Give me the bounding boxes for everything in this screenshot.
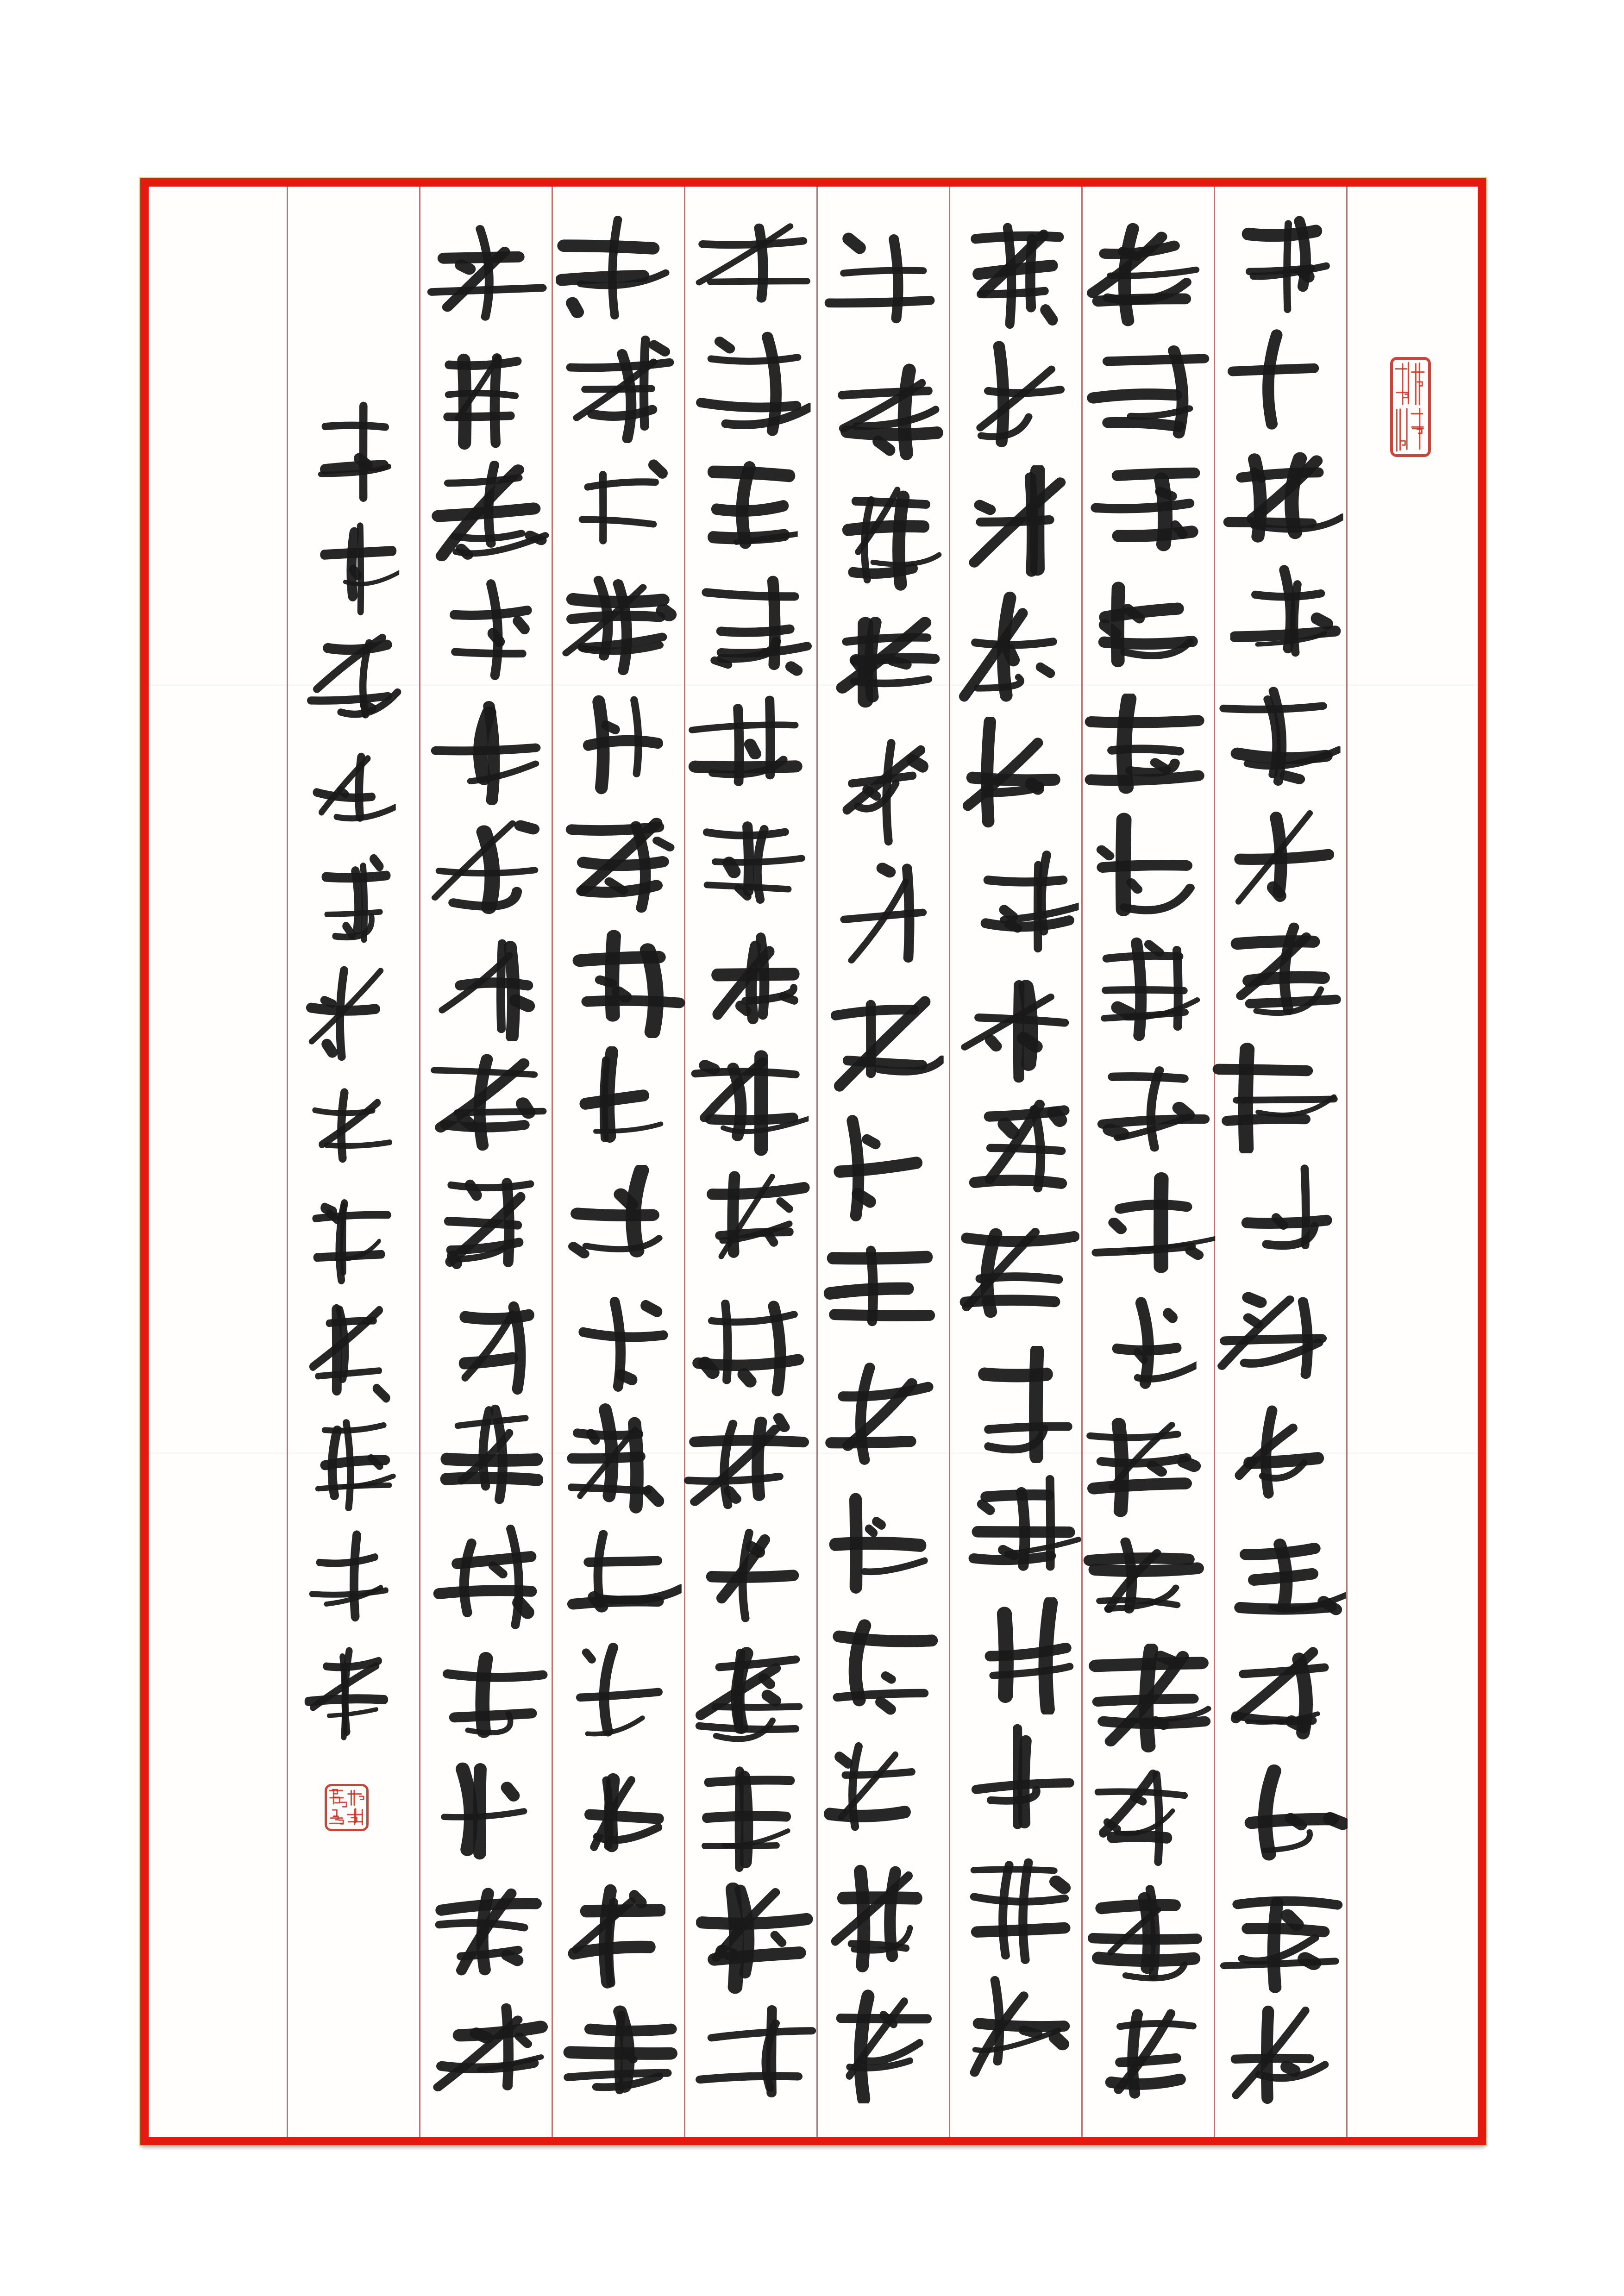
calligraphy-character	[684, 447, 817, 567]
poem-column-3	[949, 211, 1082, 2097]
calligraphy-character	[817, 601, 949, 727]
calligraphy-character	[287, 396, 420, 508]
calligraphy-character	[1082, 1047, 1214, 1166]
poem-column-2	[1082, 215, 1214, 2116]
calligraphy-character	[817, 727, 949, 852]
calligraphy-character	[684, 1999, 817, 2118]
calligraphy-character	[817, 1732, 949, 1858]
calligraphy-character	[949, 1217, 1082, 1343]
calligraphy-character	[1082, 690, 1214, 809]
calligraphy-character	[1214, 1878, 1347, 1998]
poem-column-4	[817, 225, 949, 2109]
calligraphy-character	[552, 330, 684, 449]
calligraphy-character	[684, 566, 817, 686]
calligraphy-character	[552, 1995, 684, 2114]
calligraphy-character	[287, 1522, 420, 1635]
calligraphy-character	[1082, 1641, 1214, 1760]
calligraphy-character	[1082, 1522, 1214, 1641]
calligraphy-character	[817, 1355, 949, 1481]
calligraphy-character	[1082, 809, 1214, 928]
calligraphy-character	[420, 1873, 552, 1991]
calligraphy-character	[420, 456, 552, 574]
calligraphy-character	[552, 687, 684, 806]
calligraphy-character	[1082, 928, 1214, 1047]
calligraphy-character	[817, 476, 949, 601]
calligraphy-character	[949, 337, 1082, 463]
calligraphy-character	[287, 1072, 420, 1184]
calligraphy-character	[552, 1400, 684, 1519]
calligraphy-character	[552, 1281, 684, 1400]
calligraphy-character	[1082, 215, 1214, 334]
calligraphy-character	[287, 1184, 420, 1297]
calligraphy-character	[817, 1104, 949, 1229]
poem-column-5	[684, 208, 817, 2118]
calligraphy-character	[684, 1641, 817, 1760]
calligraphy-character	[420, 1991, 552, 2109]
calligraphy-character	[1214, 1279, 1347, 1399]
calligraphy-character	[684, 1521, 817, 1641]
calligraphy-character	[817, 1983, 949, 2109]
calligraphy-character	[287, 621, 420, 734]
calligraphy-character	[817, 1481, 949, 1606]
calligraphy-character	[552, 805, 684, 924]
calligraphy-character	[817, 225, 949, 350]
calligraphy-character	[1214, 1399, 1347, 1519]
calligraphy-character	[287, 1410, 420, 1522]
calligraphy-character	[287, 508, 420, 621]
calligraphy-character	[420, 1046, 552, 1164]
calligraphy-character	[684, 1879, 817, 1999]
calligraphy-character	[552, 1638, 684, 1757]
calligraphy-character	[552, 1043, 684, 1162]
calligraphy-character	[817, 350, 949, 475]
calligraphy-character	[684, 1283, 817, 1402]
calligraphy-character	[817, 1858, 949, 1983]
calligraphy-character	[420, 1164, 552, 1283]
calligraphy-character	[1082, 453, 1214, 572]
calligraphy-character	[1214, 1039, 1347, 1158]
calligraphy-character	[949, 211, 1082, 337]
calligraphy-character	[684, 805, 817, 925]
calligraphy-character	[552, 211, 684, 330]
calligraphy-character	[287, 1635, 420, 1748]
calligraphy-character	[684, 1760, 817, 1880]
calligraphy-character	[949, 839, 1082, 965]
calligraphy-character	[1082, 1284, 1214, 1403]
calligraphy-character	[684, 328, 817, 447]
calligraphy-character	[1214, 799, 1347, 919]
leisure-seal-stamp	[1390, 357, 1431, 460]
calligraphy-character	[420, 1401, 552, 1519]
calligraphy-character	[420, 928, 552, 1046]
artist-seal-stamp	[324, 1783, 369, 1834]
calligraphy-character	[684, 1044, 817, 1164]
poem-column-7	[420, 220, 552, 2109]
calligraphy-character	[552, 1519, 684, 1638]
calligraphy-character	[420, 692, 552, 810]
calligraphy-character	[817, 1607, 949, 1732]
calligraphy-character	[1214, 319, 1347, 439]
calligraphy-character	[817, 1230, 949, 1355]
calligraphy-character	[420, 1519, 552, 1637]
calligraphy-character	[1214, 1758, 1347, 1878]
calligraphy-character	[949, 1720, 1082, 1846]
calligraphy-character	[949, 1343, 1082, 1469]
poem-column-1	[1214, 199, 1347, 2118]
calligraphy-character	[1082, 1403, 1214, 1522]
calligraphy-character	[420, 220, 552, 338]
calligraphy-character	[420, 810, 552, 928]
calligraphy-character	[1214, 1639, 1347, 1758]
calligraphy-character	[1082, 1997, 1214, 2116]
colophon-column	[287, 396, 420, 1748]
calligraphy-character	[1214, 1998, 1347, 2118]
calligraphy-character	[684, 1402, 817, 1521]
calligraphy-character	[552, 1162, 684, 1281]
calligraphy-character	[1082, 572, 1214, 691]
calligraphy-character	[1214, 1159, 1347, 1279]
calligraphy-character	[420, 1755, 552, 1873]
calligraphy-character	[684, 686, 817, 805]
calligraphy-character	[1214, 559, 1347, 679]
poem-column-6	[552, 211, 684, 2114]
calligraphy-character	[420, 1637, 552, 1755]
calligraphy-character	[817, 853, 949, 978]
calligraphy-character	[1214, 439, 1347, 559]
calligraphy-character	[949, 1091, 1082, 1217]
calligraphy-character	[1214, 919, 1347, 1039]
calligraphy-character	[287, 959, 420, 1072]
calligraphy-character	[420, 338, 552, 456]
calligraphy-character	[1082, 1166, 1214, 1285]
calligraphy-character	[420, 1283, 552, 1401]
calligraphy-character	[287, 846, 420, 959]
calligraphy-character	[949, 1594, 1082, 1720]
calligraphy-character	[287, 734, 420, 846]
calligraphy-character	[1214, 679, 1347, 799]
calligraphy-character	[949, 1846, 1082, 1972]
calligraphy-character	[552, 1876, 684, 1995]
calligraphy-character	[949, 965, 1082, 1091]
calligraphy-character	[817, 978, 949, 1104]
calligraphy-character	[552, 568, 684, 687]
calligraphy-character	[684, 925, 817, 1044]
calligraphy-character	[1214, 1519, 1347, 1639]
calligraphy-character	[949, 462, 1082, 588]
calligraphy-character	[1082, 334, 1214, 453]
calligraphy-character	[420, 574, 552, 692]
calligraphy-character	[1082, 1759, 1214, 1878]
calligraphy-character	[552, 1757, 684, 1876]
calligraphy-character	[1214, 199, 1347, 319]
calligraphy-character	[684, 1164, 817, 1283]
calligraphy-character	[552, 924, 684, 1043]
calligraphy-character	[1082, 1878, 1214, 1997]
calligraphy-character	[949, 588, 1082, 714]
calligraphy-character	[949, 1971, 1082, 2097]
calligraphy-character	[949, 1469, 1082, 1595]
calligraphy-character	[684, 208, 817, 328]
calligraphy-character	[552, 449, 684, 568]
calligraphy-character	[287, 1297, 420, 1410]
calligraphy-character	[949, 714, 1082, 840]
